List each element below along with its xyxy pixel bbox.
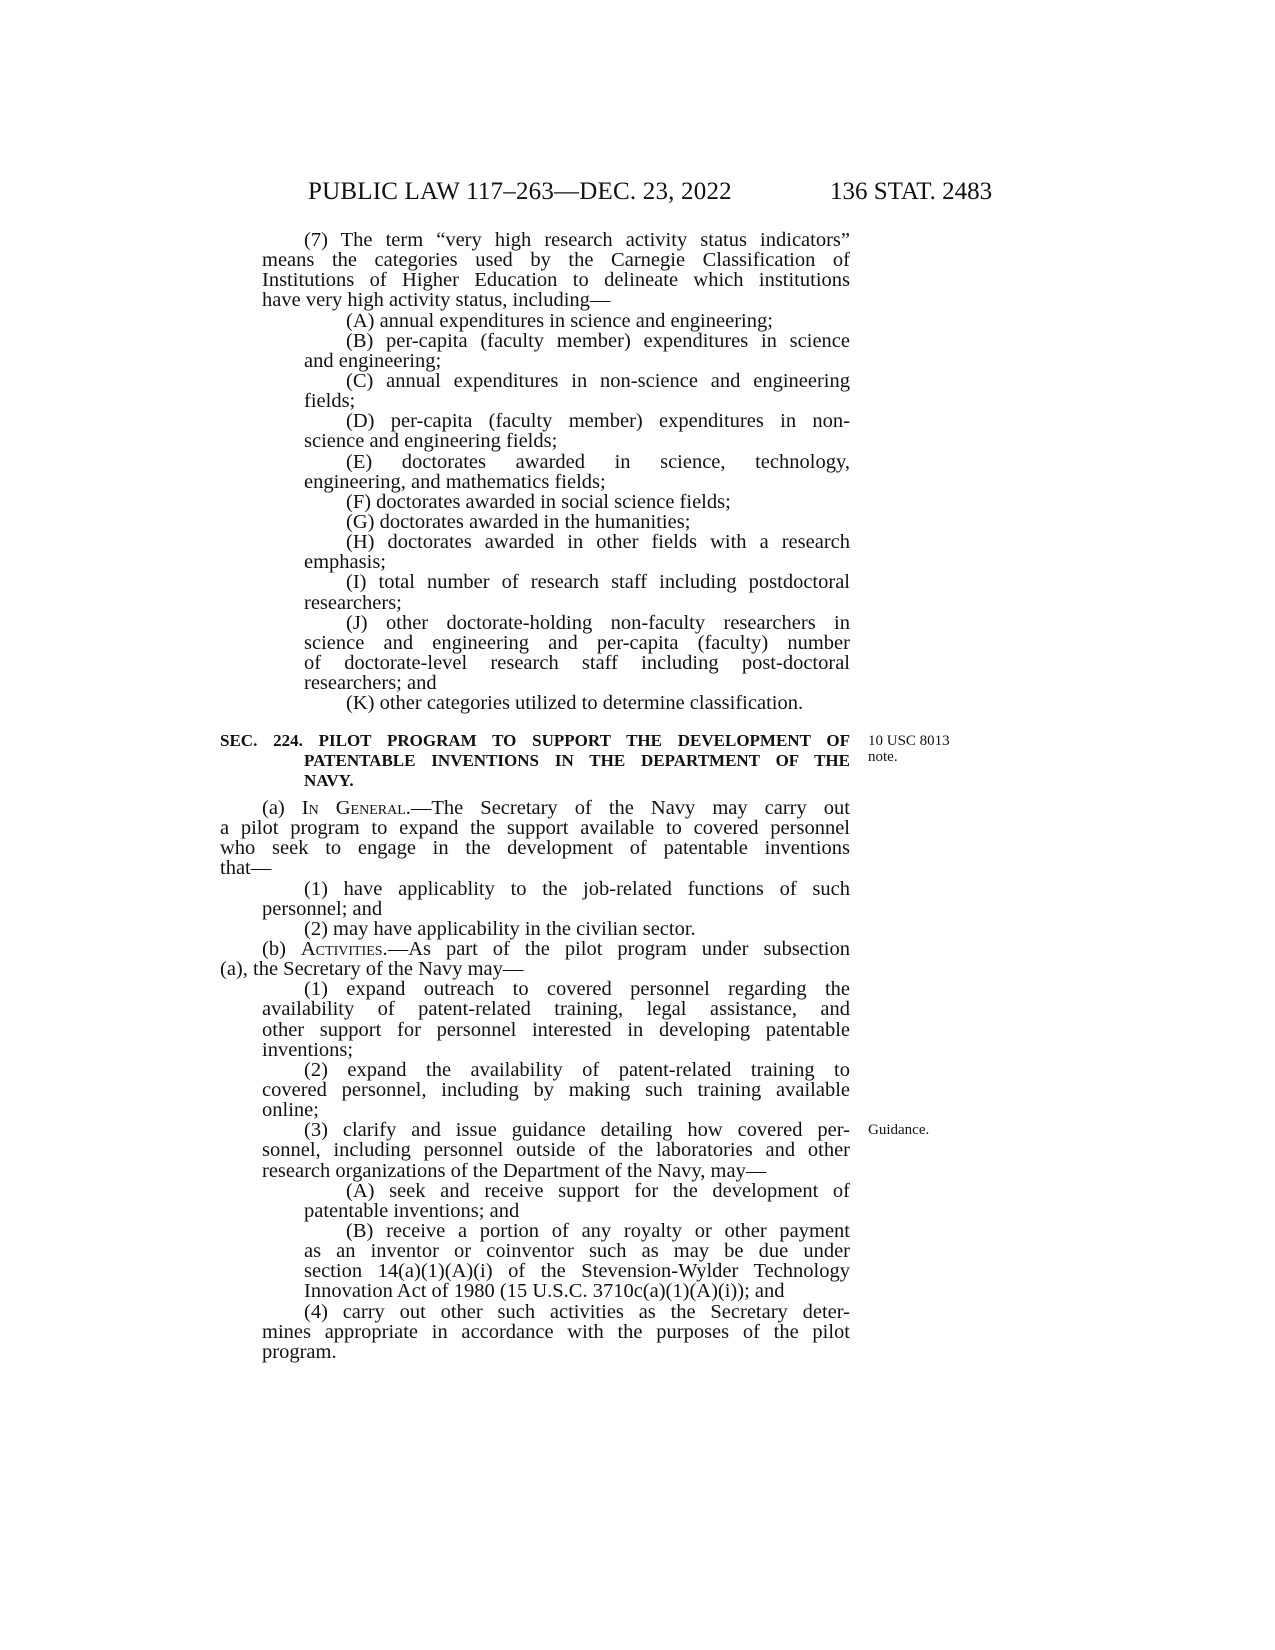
text-line: that— <box>220 857 272 880</box>
section-heading <box>220 731 850 791</box>
text-line: (B) per-capita (faculty member) expenditures in science <box>346 329 850 352</box>
paragraph <box>220 411 850 451</box>
paragraph <box>220 572 850 612</box>
text-line: (2) may have applicability in the civilian sector. <box>304 917 696 940</box>
text-line: (I) total number of research staff including postdoctoral <box>346 571 850 594</box>
text-line: science and engineering and per-capita (faculty) number <box>304 631 850 654</box>
text-line: (2) expand the availability of patent-related training to <box>304 1058 850 1081</box>
text-line: (E) doctorates awarded in science, technology, <box>346 450 850 473</box>
text-line: (3) clarify and issue guidance detailing how covered per- <box>304 1119 850 1142</box>
text-line: a pilot program to expand the support available to covered personnel <box>220 817 850 840</box>
paragraph <box>220 311 850 331</box>
text-line: personnel; and <box>262 897 383 920</box>
paragraph <box>220 512 850 532</box>
paragraph <box>220 693 850 713</box>
text-line: inventions; <box>262 1038 354 1061</box>
text-line: researchers; <box>304 591 402 614</box>
text-line: science and engineering fields; <box>304 430 558 453</box>
text-line: availability of patent-related training, legal assistance, and <box>262 998 850 1021</box>
running-header-title: PUBLIC LAW 117–263—DEC. 23, 2022 <box>308 178 732 205</box>
text-line: mines appropriate in accordance with the purposes of the pilot <box>262 1320 850 1343</box>
text-line: (a), the Secretary of the Navy may— <box>220 958 524 981</box>
paragraph <box>220 532 850 572</box>
text-line: Innovation Act of 1980 (15 U.S.C. 3710c(a)(1)(A)(i)); and <box>304 1280 785 1303</box>
paragraph <box>220 1221 850 1302</box>
text-line: fields; <box>304 390 356 413</box>
text-line: NAVY. <box>304 771 354 790</box>
paragraph <box>220 331 850 371</box>
paragraph <box>220 230 850 311</box>
text-line: emphasis; <box>304 551 386 574</box>
paragraph <box>220 492 850 512</box>
text-line: as an inventor or coinventor such as may be due under <box>304 1240 850 1263</box>
text-line: SEC. 224. PILOT PROGRAM TO SUPPORT THE DEVELOPMENT OF <box>220 731 850 750</box>
text-line: (a) In General.—The Secretary of the Navy may carry out <box>262 797 850 819</box>
text-line: program. <box>262 1340 337 1363</box>
text-line: (7) The term “very high research activity status indicators” <box>304 229 850 251</box>
text-line: PATENTABLE INVENTIONS IN THE DEPARTMENT OF THE <box>304 751 850 770</box>
citation-line: 10 USC 8013 <box>868 733 950 749</box>
subsection-heading: In General. <box>301 797 411 819</box>
text-line: (G) doctorates awarded in the humanities; <box>346 510 691 533</box>
paragraph <box>220 979 850 1060</box>
text-line: (b) Activities.—As part of the pilot program under subsection <box>262 937 850 960</box>
text-line: Institutions of Higher Education to delineate which institutions <box>262 269 850 292</box>
text-line: (1) have applicablity to the job-related functions of such <box>304 877 850 900</box>
text-line: patentable inventions; and <box>304 1199 520 1222</box>
text-line: research organizations of the Department of the Navy, may— <box>262 1159 767 1182</box>
text-line: (B) receive a portion of any royalty or other payment <box>346 1219 850 1242</box>
text-line: other support for personnel interested in developing patentable <box>262 1018 850 1041</box>
citation-line: note. <box>868 749 898 765</box>
text-line: have very high activity status, including— <box>262 289 611 312</box>
section-title <box>220 731 850 791</box>
text-line: section 14(a)(1)(A)(i) of the Stevension-Wylder Technology <box>304 1260 850 1283</box>
text-line: online; <box>262 1099 319 1122</box>
text-line: and engineering; <box>304 349 442 372</box>
text-line: sonnel, including personnel outside of the laboratories and other <box>262 1139 850 1162</box>
text-line: covered personnel, including by making such training available <box>262 1078 850 1101</box>
definition-paragraph-7 <box>220 230 850 713</box>
text-line: (1) expand outreach to covered personnel regarding the <box>304 978 850 1001</box>
text-line: (A) annual expenditures in science and engineering; <box>346 309 773 332</box>
text-line: means the categories used by the Carnegie Classification of <box>262 249 850 272</box>
text-line: researchers; and <box>304 672 437 695</box>
paragraph <box>220 613 850 694</box>
text-line: (C) annual expenditures in non-science and engineering <box>346 369 850 392</box>
margin-note-citation <box>868 733 950 765</box>
text-line: (4) carry out other such activities as the Secretary deter- <box>304 1300 850 1323</box>
subsection-heading: Activities. <box>300 937 388 960</box>
paragraph <box>220 1120 850 1180</box>
text-line: (D) per-capita (faculty member) expenditures in non- <box>346 410 850 433</box>
text-line: (J) other doctorate-holding non-faculty researchers in <box>346 611 850 634</box>
text-line: (H) doctorates awarded in other fields with a research <box>346 531 850 554</box>
page-number: 136 STAT. 2483 <box>830 178 993 205</box>
paragraph <box>220 879 850 919</box>
paragraph <box>220 919 850 939</box>
margin-note-guidance: Guidance. <box>868 1122 930 1138</box>
section-224-body <box>220 798 850 1362</box>
paragraph <box>220 1302 850 1362</box>
paragraph <box>220 939 850 979</box>
paragraph <box>220 1060 850 1120</box>
paragraph <box>220 371 850 411</box>
text-line: (K) other categories utilized to determine classification. <box>346 692 804 715</box>
paragraph <box>220 452 850 492</box>
text-line: (F) doctorates awarded in social science fields; <box>346 490 731 513</box>
paragraph <box>220 1181 850 1221</box>
text-line: (A) seek and receive support for the development of <box>346 1179 850 1202</box>
text-line: who seek to engage in the development of patentable inventions <box>220 837 850 860</box>
text-line: of doctorate-level research staff including post-doctoral <box>304 651 850 674</box>
paragraph <box>220 798 850 879</box>
text-line: engineering, and mathematics fields; <box>304 470 606 493</box>
